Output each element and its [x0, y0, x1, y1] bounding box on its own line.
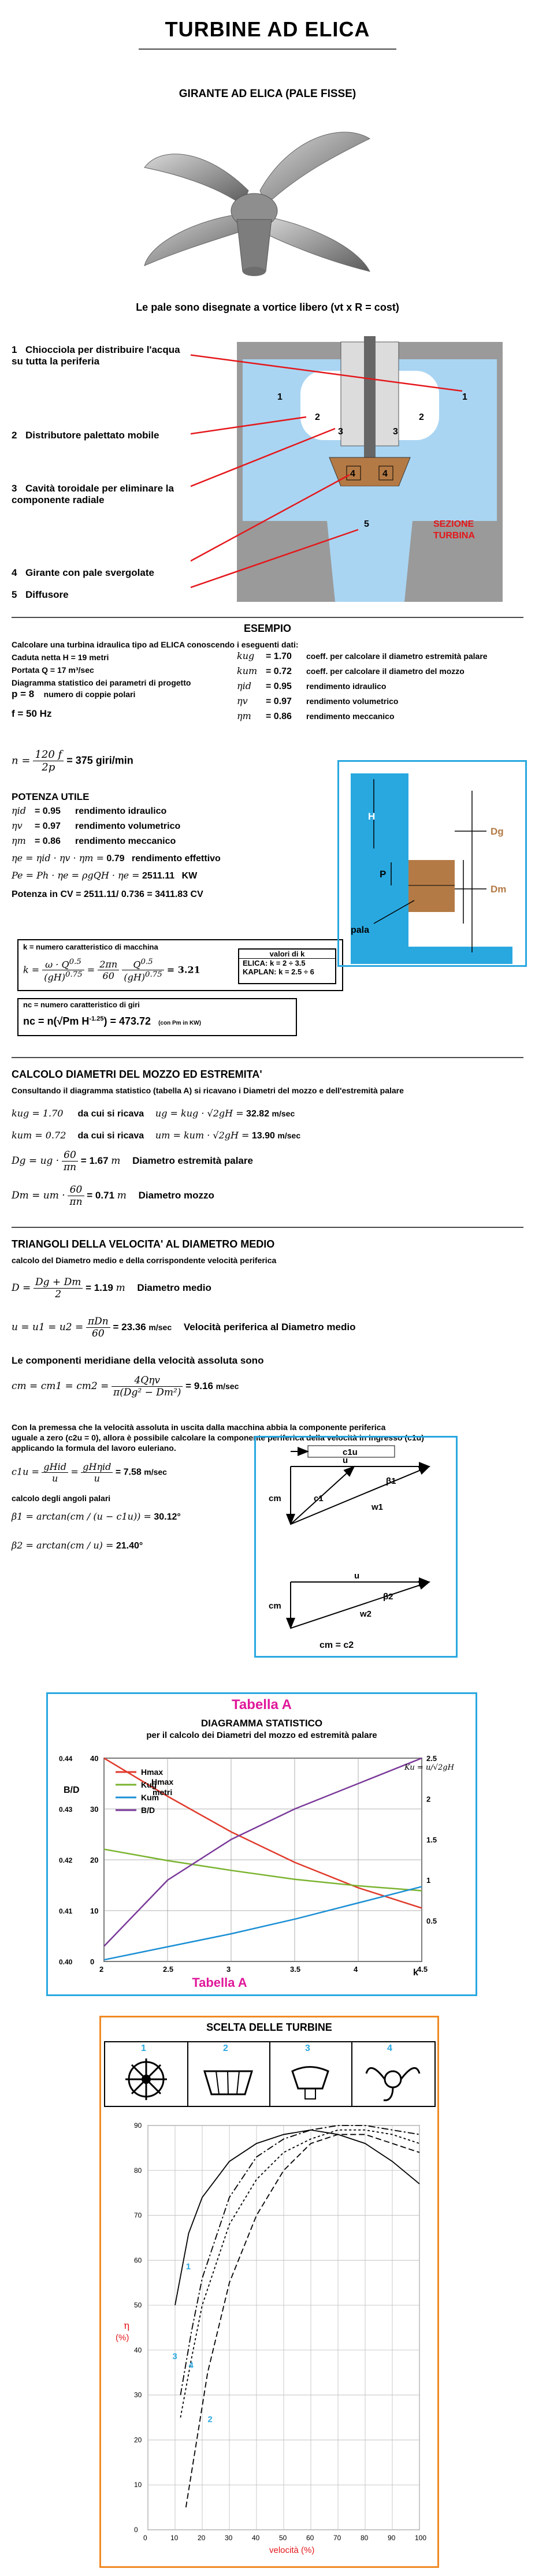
mozzo-row-kum: kum = 0.72 da cui si ricava um = kum · √2gH = 13.90 m/sec — [12, 1130, 301, 1141]
esempio-data-3: Diagramma statistico dei parametri di progetto — [12, 678, 191, 687]
tri-label-beta1: β1 — [386, 1476, 396, 1486]
potenza-lines — [12, 805, 254, 850]
mozzo-intro: Consultando il diagramma statistico (tabella A) si ricavano i Diametri del mozzo e dell'estremità palare — [12, 1086, 404, 1095]
tab-ytick-right: 2.5 — [426, 1754, 437, 1763]
sc-ytick: 0 — [134, 2526, 138, 2534]
tab-ytick-right: 0.5 — [426, 1916, 437, 1926]
turbine-icon-cell-1: 1 — [105, 2042, 188, 2106]
sc-xlabel: velocità (%) — [269, 2545, 315, 2555]
svg-text:2: 2 — [315, 412, 320, 422]
sc-ytick: 90 — [134, 2121, 142, 2130]
k-box — [17, 939, 343, 991]
tabella-a-footer: Tabella A — [192, 1975, 247, 1990]
svg-text:5: 5 — [364, 519, 369, 529]
mozzo-row-kug: kug = 1.70 da cui si ricava ug = kug · √2gH = 32.82 m/sec — [12, 1108, 295, 1119]
coeff-row-kug: kug = 1.70 coeff. per calcolare il diametro estremità palare — [237, 650, 488, 661]
tri-label-eq: cm = c2 — [319, 1640, 354, 1650]
tab-ytick-right: 1.5 — [426, 1835, 437, 1844]
runner-figure-frame — [337, 760, 527, 967]
tab-ytick-outer: 0.42 — [59, 1856, 73, 1864]
mozzo-heading: CALCOLO DIAMETRI DEL MOZZO ED ESTREMITA' — [12, 1069, 262, 1080]
sc-xtick: 0 — [143, 2534, 147, 2542]
sc-ytick: 50 — [134, 2301, 142, 2310]
tri-label-beta2: β2 — [383, 1592, 393, 1602]
section-label-5: 5 Diffusore — [12, 589, 69, 600]
sc-xtick: 50 — [279, 2534, 287, 2542]
dg-formula: Dg = ug · $\frac{60}{\pi n}$ = 1.67 m Diametro estremità palare — [12, 1149, 253, 1173]
sc-ylabel-2: (%) — [116, 2333, 129, 2343]
sc-xtick: 80 — [361, 2534, 369, 2542]
figure-label-h: H — [368, 811, 376, 822]
svg-text:1: 1 — [462, 392, 467, 402]
coeff-row-eta-v: ηv = 0.97 rendimento volumetrico — [237, 695, 399, 706]
eff-formula: ηe = ηid · ηv · ηm = 0.79 rendimento effettivo — [12, 853, 221, 863]
pelton-wheel-icon — [105, 2042, 187, 2106]
turbine-section-drawing — [191, 336, 514, 608]
potenza-row-eta-id: ηid = 0.95 rendimento idraulico — [12, 805, 167, 816]
tab-ytick-inner: 40 — [90, 1754, 99, 1763]
sc-ytick: 40 — [134, 2346, 142, 2354]
tab-ytick-inner: 10 — [90, 1907, 99, 1915]
sc-curve-label: 4 — [188, 2361, 194, 2370]
coeff-row-kum: kum = 0.72 coeff. per calcolare il diametro del mozzo — [237, 665, 465, 676]
meridiane-intro: Le componenti meridiane della velocità assoluta sono — [12, 1355, 264, 1366]
tab-xtick: 3 — [226, 1965, 231, 1974]
sc-grid — [148, 2125, 419, 2530]
sc-xtick: 60 — [306, 2534, 314, 2542]
tab-xtick: 4.5 — [417, 1965, 428, 1974]
propeller-image — [127, 104, 381, 289]
figure-label-p: P — [380, 869, 387, 880]
tabella-a-title: Tabella A — [231, 1697, 292, 1713]
tri-label-u2: u — [354, 1571, 360, 1581]
tab-inner-axis-label-1: Hmax — [151, 1777, 174, 1786]
potenza-heading: POTENZA UTILE — [12, 791, 90, 802]
tab-ytick-inner: 20 — [90, 1856, 99, 1864]
scelta-title: SCELTA DELLE TURBINE — [206, 2022, 332, 2033]
tab-inner-axis-label-2: metri — [153, 1788, 173, 1797]
esempio-heading: ESEMPIO — [243, 623, 292, 634]
esempio-coefficients — [237, 650, 526, 725]
girante-caption: Le pale sono disegnate a vortice libero (vt x R = cost) — [136, 301, 399, 313]
tab-right-formula: Ku = u/√2gH — [404, 1763, 454, 1772]
scelta-efficiency-chart — [107, 2114, 431, 2559]
tri-label-w2: w2 — [360, 1609, 372, 1619]
nc-formula: nc = n(√Pm $H^{-1.25}) = 473.72$ (con Pm in KW) — [23, 1015, 201, 1027]
tabella-a-subtitle1: DIAGRAMMA STATISTICO — [200, 1718, 323, 1729]
d-formula: D = $\frac{Dg + Dm}{2}$ = 1.19 m Diametro medio — [12, 1276, 211, 1300]
kaplan-runner-icon — [351, 2042, 434, 2106]
triangoli-intro: calcolo del Diametro medio e della corrispondente velocità periferica — [12, 1256, 277, 1265]
rule-esempio — [12, 617, 523, 618]
rule-mozzo — [12, 1057, 523, 1058]
rule-triangoli — [12, 1227, 523, 1228]
tab-xtick: 2.5 — [163, 1965, 174, 1974]
sc-ytick: 60 — [134, 2256, 142, 2265]
tri-label-c1u: c1u — [343, 1447, 358, 1457]
c1u-formula: c1u = $\frac{\text{gHid}}{u}$ = $\frac{\text{gHηid}}{u}$ = 7.58 m/sec — [12, 1461, 167, 1484]
sc-xtick: 40 — [252, 2534, 260, 2542]
turbine-icon-cell-4: 4 — [351, 2042, 434, 2106]
velocity-triangles-frame — [254, 1436, 458, 1658]
sc-curve-label: 3 — [172, 2351, 177, 2362]
sc-ytick: 80 — [134, 2166, 142, 2175]
nc-box — [17, 998, 297, 1036]
nc-box-title: nc = numero caratteristico di giri — [23, 1000, 140, 1009]
sc-ytick: 10 — [134, 2481, 142, 2489]
cm-formula: cm = cm1 = cm2 = $\frac{\text{4Qηv}}{\text{π(Dg² − Dm²)}}$ = 9.16 m/sec — [12, 1375, 239, 1398]
propeller-runner-icon — [269, 2042, 351, 2106]
potenza-row-eta-m: ηm = 0.86 rendimento meccanico — [12, 835, 176, 846]
girante-heading: GIRANTE AD ELICA (PALE FISSE) — [179, 88, 356, 100]
k-box-title: k = numero caratteristico di macchina — [23, 943, 158, 951]
velocity-triangles — [256, 1438, 456, 1656]
tabella-a-subtitle2: per il calcolo dei Diametri del mozzo ed estremità palare — [146, 1730, 377, 1740]
diagramma-statistico-chart — [52, 1747, 468, 1989]
section-badge-line2: TURBINA — [433, 531, 475, 541]
coeff-row-eta-id: ηid = 0.95 rendimento idraulico — [237, 680, 387, 691]
scelta-icons-row — [104, 2041, 436, 2107]
section-label-2: 2 Distributore palettato mobile — [12, 430, 159, 441]
speed-formula: n = $\frac{120 f}{2p}$ = 375 giri/min — [12, 749, 133, 773]
esempio-intro: Calcolare una turbina idraulica tipo ad ELICA conoscendo i eseguenti dati: — [12, 640, 299, 649]
sc-xtick: 20 — [198, 2534, 206, 2542]
f-row: f = 50 Hz — [12, 708, 52, 719]
sc-ytick: 20 — [134, 2436, 142, 2444]
coeff-row-eta-m: ηm = 0.86 rendimento meccanico — [237, 710, 395, 721]
tab-ytick-right: 1 — [426, 1876, 431, 1885]
dm-formula: Dm = um · $\frac{60}{\pi n}$ = 0.71 m Diametro mozzo — [12, 1184, 214, 1208]
sc-curve-label: 2 — [207, 2414, 213, 2425]
tab-ytick-outer: 0.41 — [59, 1907, 73, 1915]
runner-figure — [339, 762, 525, 965]
figure-label-dm: Dm — [491, 884, 507, 895]
tab-ytick-inner: 0 — [90, 1957, 95, 1966]
figure-label-pala: pala — [351, 925, 370, 935]
tab-legend-label: Hmax — [141, 1767, 164, 1777]
svg-text:4: 4 — [382, 469, 388, 479]
figure-label-dg: Dg — [491, 826, 504, 837]
k-values-box: valori di k ELICA: k = 2 ÷ 3.5 KAPLAN: k = 2.5 ÷ 6 — [238, 948, 336, 984]
tri-label-cm1: cm — [269, 1494, 281, 1503]
svg-text:2: 2 — [419, 412, 424, 422]
tab-xtick: 3.5 — [290, 1965, 301, 1974]
svg-text:3: 3 — [338, 427, 343, 437]
tab-legend-label: Kum — [141, 1793, 159, 1802]
sc-ytick: 70 — [134, 2211, 142, 2220]
tab-ytick-outer: 0.40 — [59, 1958, 73, 1966]
francis-runner-icon — [187, 2042, 269, 2106]
k-formula: k = $\frac{\omega \cdot Q^{0.5}}{(gH)^{0.75}}$ = $\frac{2\pi n}{60}$ $\frac{Q^{0.5}}{(gH)^{0.75}}$ = 3.21 — [23, 958, 200, 983]
title-rule — [139, 49, 396, 50]
tab-xtick: 2 — [99, 1965, 104, 1974]
angoli-intro: calcolo degli angoli palari — [12, 1494, 111, 1503]
section-label-4: 4 Girante con pale svergolate — [12, 567, 154, 578]
tri-label-w1: w1 — [371, 1502, 384, 1512]
sc-xtick: 10 — [170, 2534, 179, 2542]
section-label-1: 1 Chiocciola per distribuire l'acqua su tutta la periferia — [12, 344, 180, 367]
esempio-data-1: Caduta netta H = 19 metri — [12, 653, 109, 662]
sc-xtick: 70 — [333, 2534, 341, 2542]
tab-xtick: 4 — [354, 1965, 358, 1974]
sc-xtick: 90 — [388, 2534, 396, 2542]
tab-legend-label: Kug — [141, 1780, 157, 1789]
esempio-data-2: Portata Q = 17 m³/sec — [12, 665, 94, 675]
triangoli-heading: TRIANGOLI DELLA VELOCITA' AL DIAMETRO MEDIO — [12, 1238, 275, 1250]
page-title: TURBINE AD ELICA — [165, 17, 370, 41]
pe-formula: Pe = Ph · ηe = ρgQH · ηe = 2511.11 KW — [12, 870, 198, 881]
turbine-icon-cell-2: 2 — [187, 2042, 270, 2106]
tri-label-cm2: cm — [269, 1601, 281, 1611]
tab-x-label: k — [413, 1968, 418, 1978]
tri-label-u1: u — [343, 1455, 348, 1465]
sc-xtick: 30 — [225, 2534, 233, 2542]
sc-ylabel-1: η — [124, 2320, 130, 2332]
sc-ytick: 30 — [134, 2391, 142, 2399]
p-row: p = 8 numero di coppie polari — [12, 688, 136, 699]
section-label-3: 3 Cavità toroidale per eliminare la componente radiale — [12, 483, 174, 505]
tab-ytick-inner: 30 — [90, 1805, 99, 1814]
sc-xtick: 100 — [415, 2534, 427, 2542]
beta1-formula: β1 = arctan(cm / (u − c1u)) = 30.12° — [12, 1511, 181, 1522]
tab-ytick-right: 2 — [426, 1795, 431, 1804]
tab-ytick-outer: 0.44 — [59, 1755, 73, 1763]
tri-label-c1: c1 — [314, 1494, 324, 1503]
turbine-icon-cell-3: 3 — [269, 2042, 352, 2106]
tab-ytick-outer: 0.43 — [59, 1806, 73, 1814]
potenza-row-eta-v: ηv = 0.97 rendimento volumetrico — [12, 820, 181, 831]
premessa-text: Con la premessa che la velocità assoluta in uscita dalla macchina abbia la componente periferica uguale a zero (c2u = 0), allora è possibile calcolare la componente periferica della velocità in ingresso (c1u) applicando la formula del lavoro euleriano. — [12, 1423, 424, 1453]
tab-legend-label: B/D — [141, 1806, 155, 1815]
tab-left-axis-label: B/D — [64, 1785, 80, 1795]
sc-curve-label: 1 — [185, 2261, 191, 2272]
beta2-formula: β2 = arctan(cm / u) = 21.40° — [12, 1540, 143, 1551]
svg-text:1: 1 — [277, 392, 283, 402]
svg-text:3: 3 — [393, 427, 398, 437]
svg-text:4: 4 — [350, 469, 355, 479]
u-formula: u = u1 = u2 = $\frac{\text{πDn}}{60}$ = 23.36 m/sec Velocità periferica al Diametro medio — [12, 1316, 356, 1339]
cv-line: Potenza in CV = 2511.11/ 0.736 = 3411.83 CV — [12, 889, 203, 899]
section-badge-line1: SEZIONE — [433, 519, 474, 529]
